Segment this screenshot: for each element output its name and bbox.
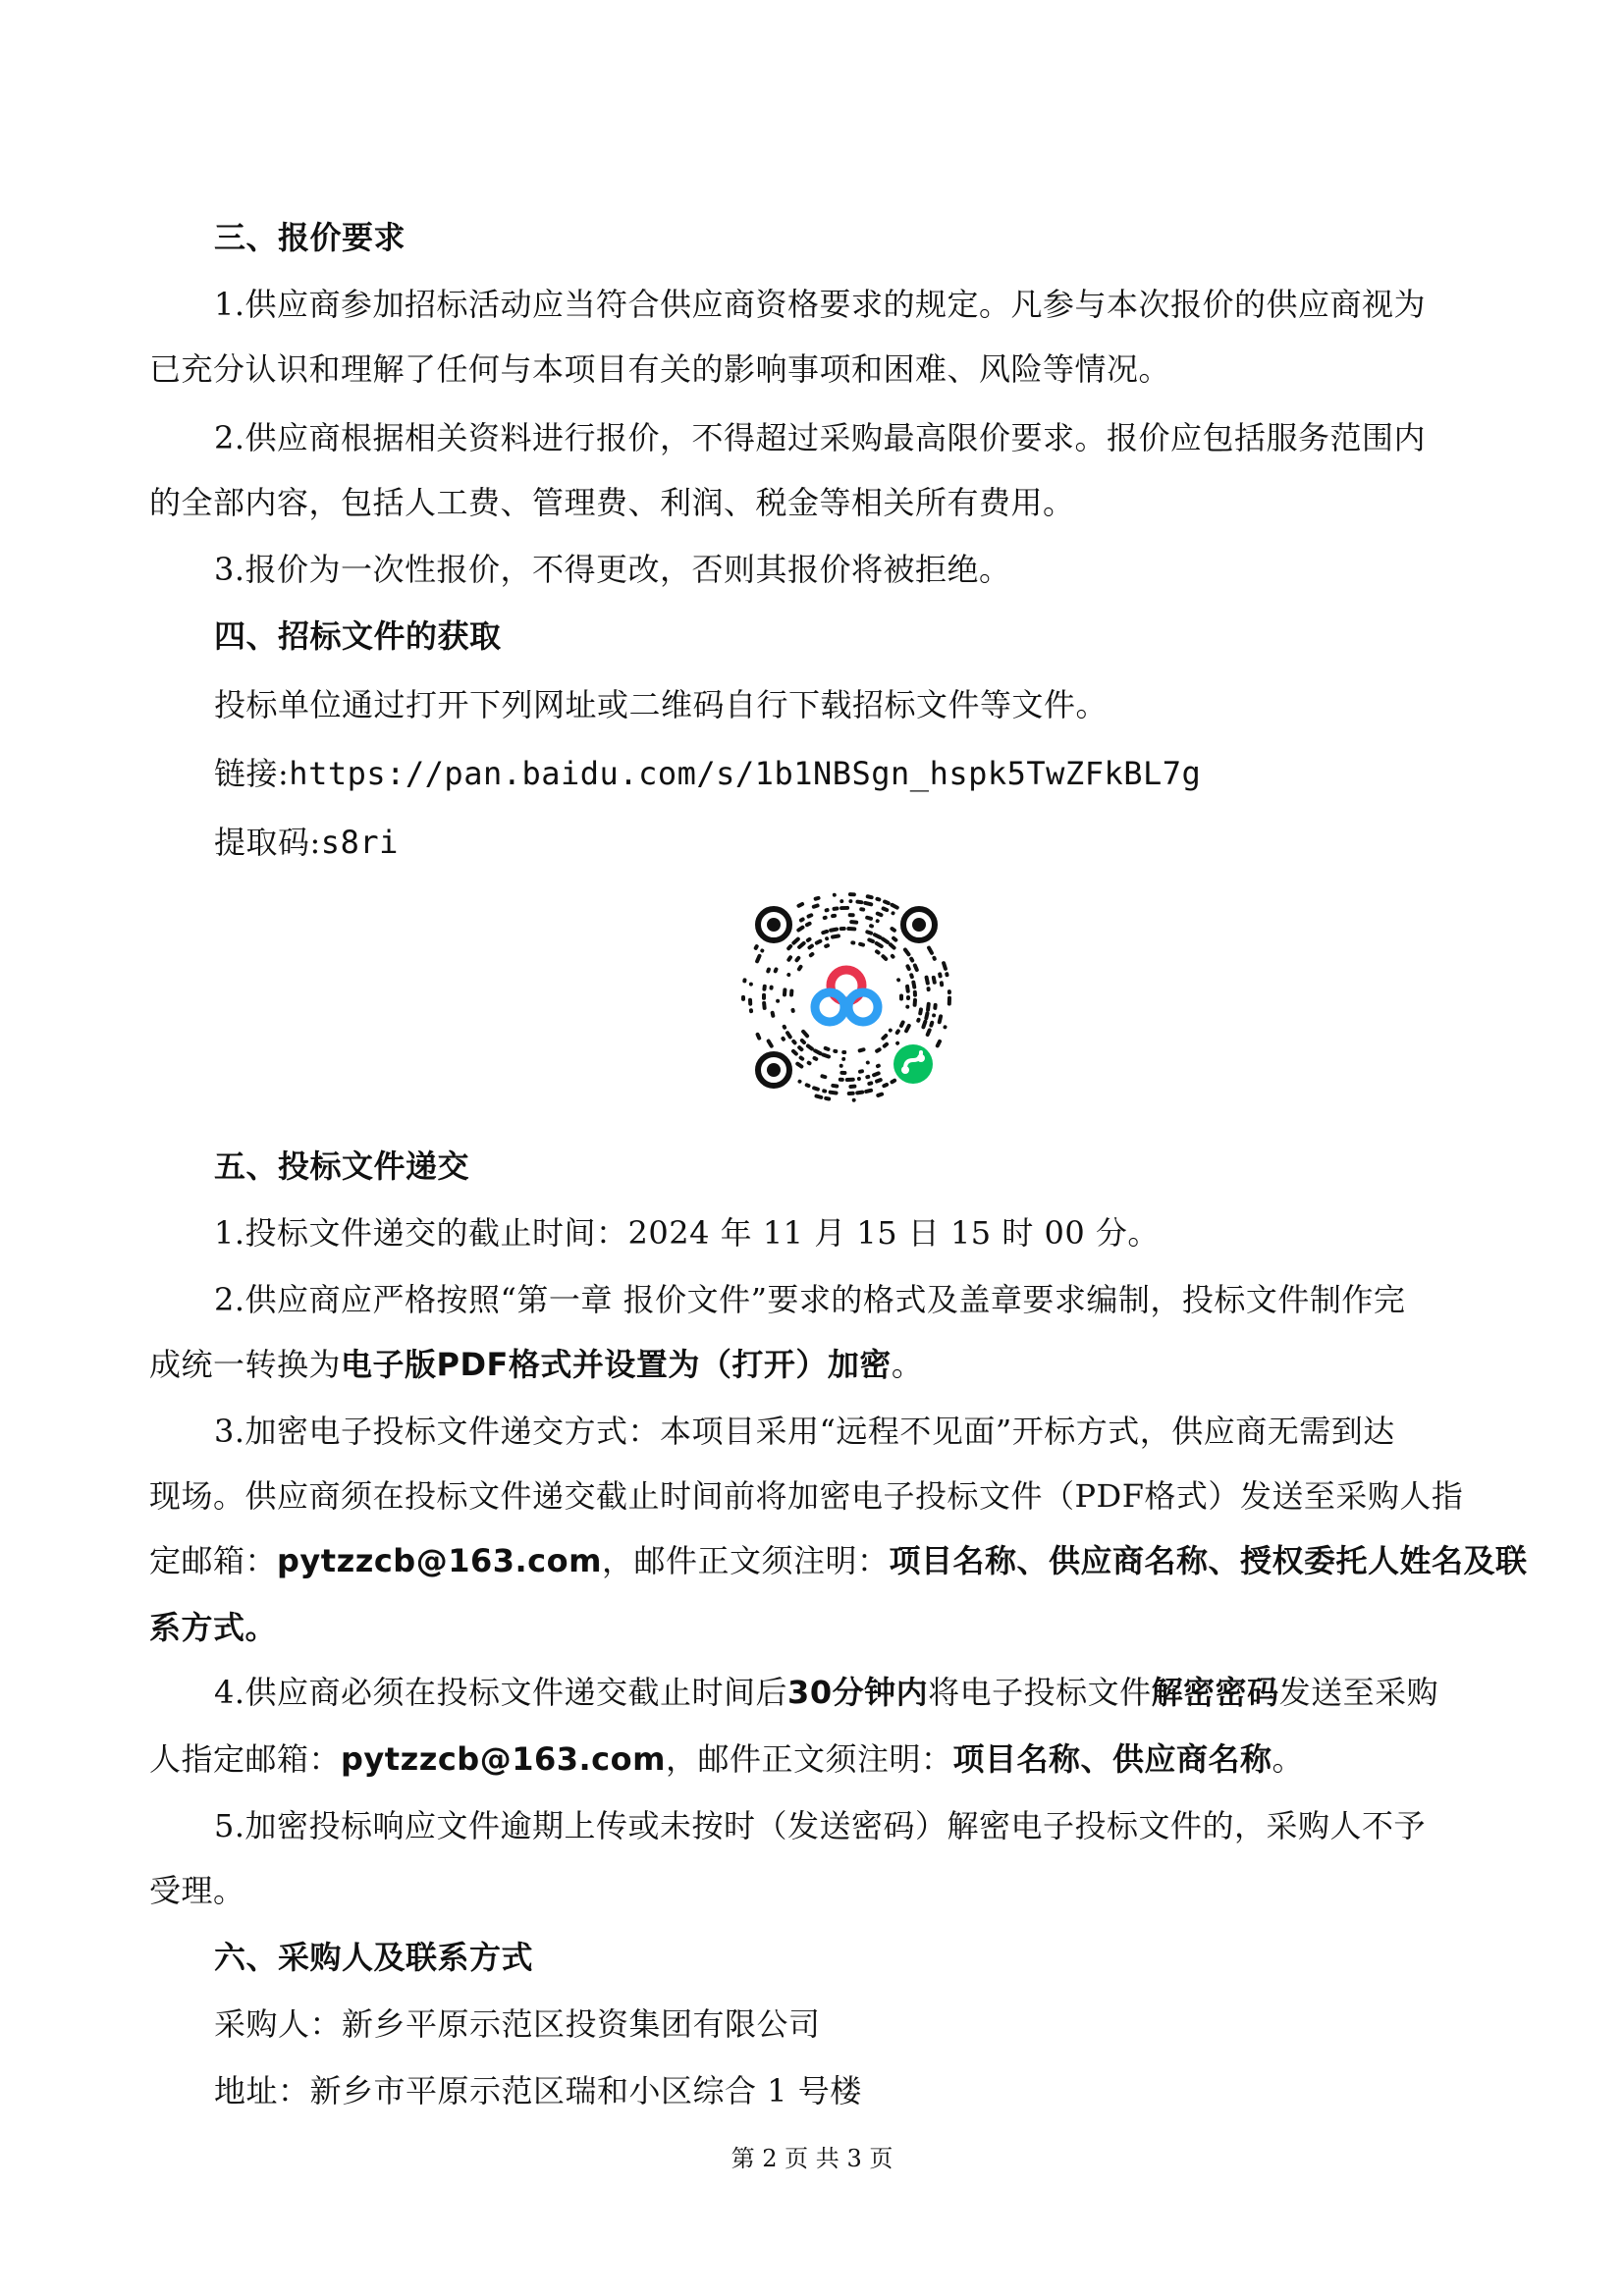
- text-run: 成统一转换为: [149, 1346, 342, 1383]
- extract-code: s8ri: [320, 824, 399, 861]
- text-run: 定邮箱：: [149, 1542, 278, 1579]
- extract-code-line: [214, 821, 399, 864]
- paragraph-line: 3.报价为一次性报价，不得更改，否则其报价将被拒绝。: [214, 551, 1011, 588]
- emphasis-text: 项目名称、供应商名称、授权委托人姓名及联: [889, 1542, 1528, 1579]
- paragraph-line: [214, 1671, 1438, 1714]
- text-run: 人指定邮箱：: [149, 1740, 342, 1778]
- paragraph-line: [149, 1343, 923, 1386]
- paragraph-line: 现场。供应商须在投标文件递交截止时间前将加密电子投标文件（PDF格式）发送至采购人指: [149, 1477, 1464, 1515]
- link-label: 链接:: [214, 755, 290, 792]
- text-run: 将电子投标文件: [928, 1674, 1152, 1711]
- paragraph-line: 受理。: [149, 1872, 245, 1909]
- section-title-document-acquisition: 四、招标文件的获取: [214, 617, 502, 655]
- section-title-submission: 五、投标文件递交: [214, 1148, 470, 1185]
- page-footer: 第 2 页 共 3 页: [731, 2145, 893, 2172]
- text-run: 。: [891, 1346, 924, 1383]
- emphasis-text: 电子版PDF格式并设置为（打开）加密: [341, 1346, 892, 1383]
- emphasis-text: 30分钟内: [787, 1674, 929, 1711]
- purchaser-name: 采购人：新乡平原示范区投资集团有限公司: [214, 2005, 821, 2043]
- paragraph-line: 1.投标文件递交的截止时间：2024 年 11 月 15 日 15 时 00 分。: [214, 1214, 1160, 1252]
- email-address[interactable]: pytzzcb@163.com: [277, 1542, 602, 1579]
- text-run: ，邮件正文须注明：: [665, 1740, 953, 1778]
- download-link[interactable]: https://pan.baidu.com/s/1b1NBSgn_hspk5TwZFkBL7g: [289, 755, 1202, 792]
- paragraph-line: 1.供应商参加招标活动应当符合供应商资格要求的规定。凡参与本次报价的供应商视为: [214, 286, 1427, 323]
- qr-code-icon[interactable]: [731, 881, 962, 1113]
- paragraph-line: 的全部内容，包括人工费、管理费、利润、税金等相关所有费用。: [149, 484, 1075, 521]
- paragraph-line: 系方式。: [149, 1609, 278, 1646]
- paragraph-line: 已充分认识和理解了任何与本项目有关的影响事项和困难、风险等情况。: [149, 350, 1171, 388]
- emphasis-text: 解密密码: [1151, 1674, 1279, 1711]
- emphasis-text: 项目名称、供应商名称: [952, 1740, 1272, 1778]
- paragraph-line: 投标单位通过打开下列网址或二维码自行下载招标文件等文件。: [214, 686, 1109, 723]
- text-run: ，邮件正文须注明：: [601, 1542, 890, 1579]
- download-link-line: [214, 752, 1201, 795]
- section-title-quote-requirements: 三、报价要求: [214, 219, 406, 256]
- paragraph-line: 5.加密投标响应文件逾期上传或未按时（发送密码）解密电子投标文件的，采购人不予: [214, 1807, 1427, 1844]
- paragraph-line: 3.加密电子投标文件递交方式：本项目采用“远程不见面”开标方式，供应商无需到达: [214, 1413, 1395, 1450]
- text-run: 。: [1272, 1740, 1304, 1778]
- purchaser-address: 地址：新乡市平原示范区瑞和小区综合 1 号楼: [214, 2072, 862, 2109]
- email-address[interactable]: pytzzcb@163.com: [341, 1740, 666, 1778]
- paragraph-line: [149, 1737, 1304, 1781]
- extract-code-label: 提取码:: [214, 824, 321, 861]
- paragraph-line: [149, 1539, 1527, 1582]
- section-title-purchaser-contact: 六、采购人及联系方式: [214, 1939, 534, 1976]
- paragraph-line: 2.供应商应严格按照“第一章 报价文件”要求的格式及盖章要求编制，投标文件制作完: [214, 1281, 1406, 1318]
- paragraph-line: 2.供应商根据相关资料进行报价，不得超过采购最高限价要求。报价应包括服务范围内: [214, 419, 1427, 456]
- text-run: 4.供应商必须在投标文件递交截止时间后: [214, 1674, 788, 1711]
- text-run: 发送至采购: [1278, 1674, 1439, 1711]
- mini-program-badge-icon: [893, 1044, 933, 1084]
